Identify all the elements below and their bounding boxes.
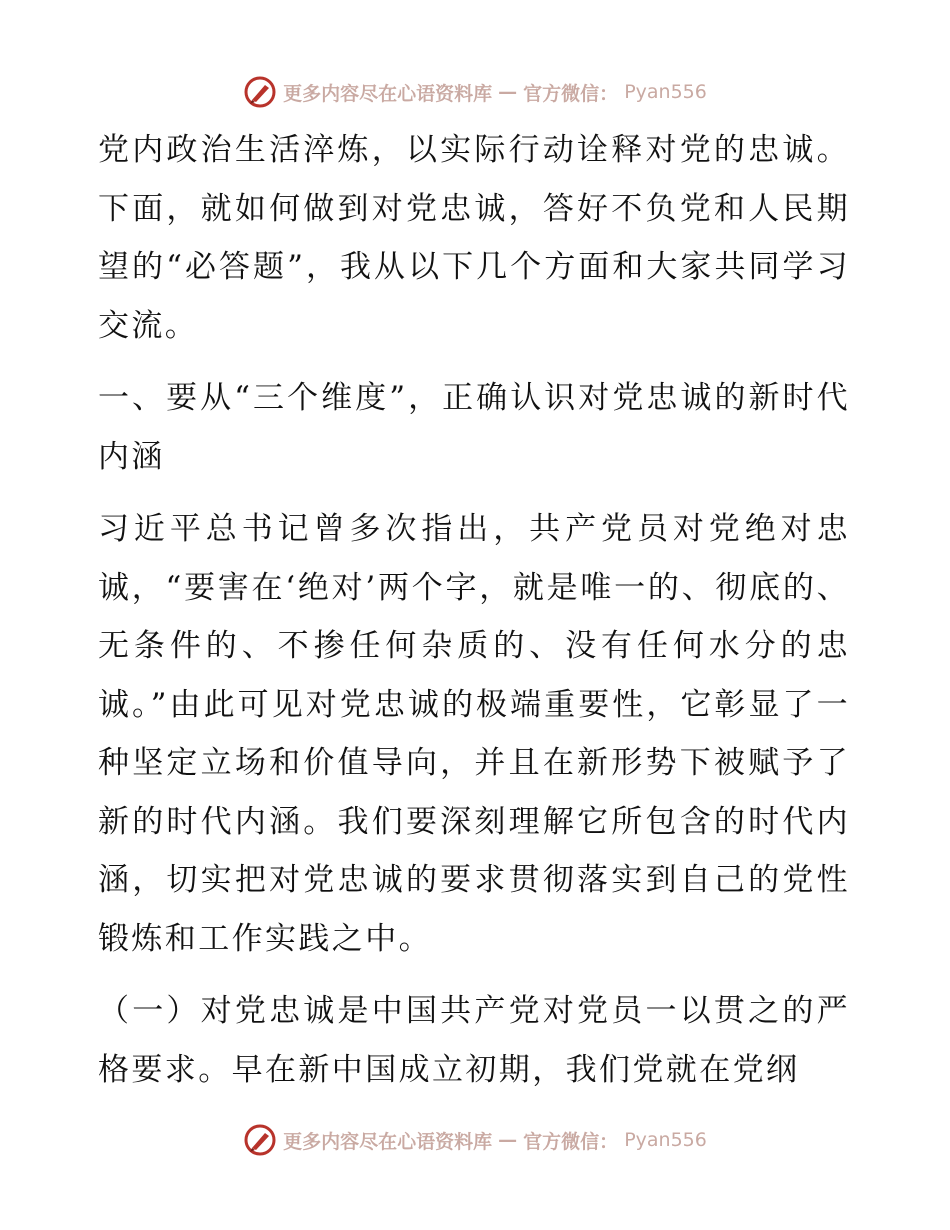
banner-wechat-label: 官方微信：: [523, 82, 619, 105]
paragraph-subsection-one: （一）对党忠诚是中国共产党对党员一以贯之的严格要求。早在新中国成立初期，我们党就在党纲: [98, 993, 850, 1088]
banner-site-text: 更多内容尽在心语资料库: [283, 1130, 493, 1153]
banner-dash: —: [498, 81, 518, 103]
paragraph-intro: 党内政治生活淬炼，以实际行动诠释对党的忠诚。下面，就如何做到对党忠诚，答好不负党和人民期望的“必答题”，我从以下几个方面和大家共同学习交流。: [98, 132, 850, 344]
header-watermark-banner: [0, 72, 950, 112]
banner-dash: —: [498, 1129, 518, 1151]
footer-watermark-banner: [0, 1120, 950, 1160]
banner-wechat-id: Pyan556: [624, 81, 707, 103]
banner-wechat-label: 官方微信：: [523, 1130, 619, 1153]
banner-wechat-id: Pyan556: [624, 1129, 707, 1151]
document-body: [98, 121, 850, 1099]
pen-logo-icon: [243, 75, 277, 109]
pen-logo-icon: [243, 1123, 277, 1157]
paragraph-section-one: 习近平总书记曾多次指出，共产党员对党绝对忠诚，“要害在‘绝对’两个字，就是唯一的、彻底的、无条件的、不掺任何杂质的、没有任何水分的忠诚。”由此可见对党忠诚的极端重要性，它彰显了一种坚定立场和价值导向，并且在新形势下被赋予了新的时代内涵。我们要深刻理解它所包含的时代内涵，切实把对党忠诚的要求贯彻落实到自己的党性锻炼和工作实践之中。: [98, 511, 850, 957]
banner-site-text: 更多内容尽在心语资料库: [283, 82, 493, 105]
section-heading-one: 一、要从“三个维度”，正确认识对党忠诚的新时代内涵: [98, 380, 850, 475]
